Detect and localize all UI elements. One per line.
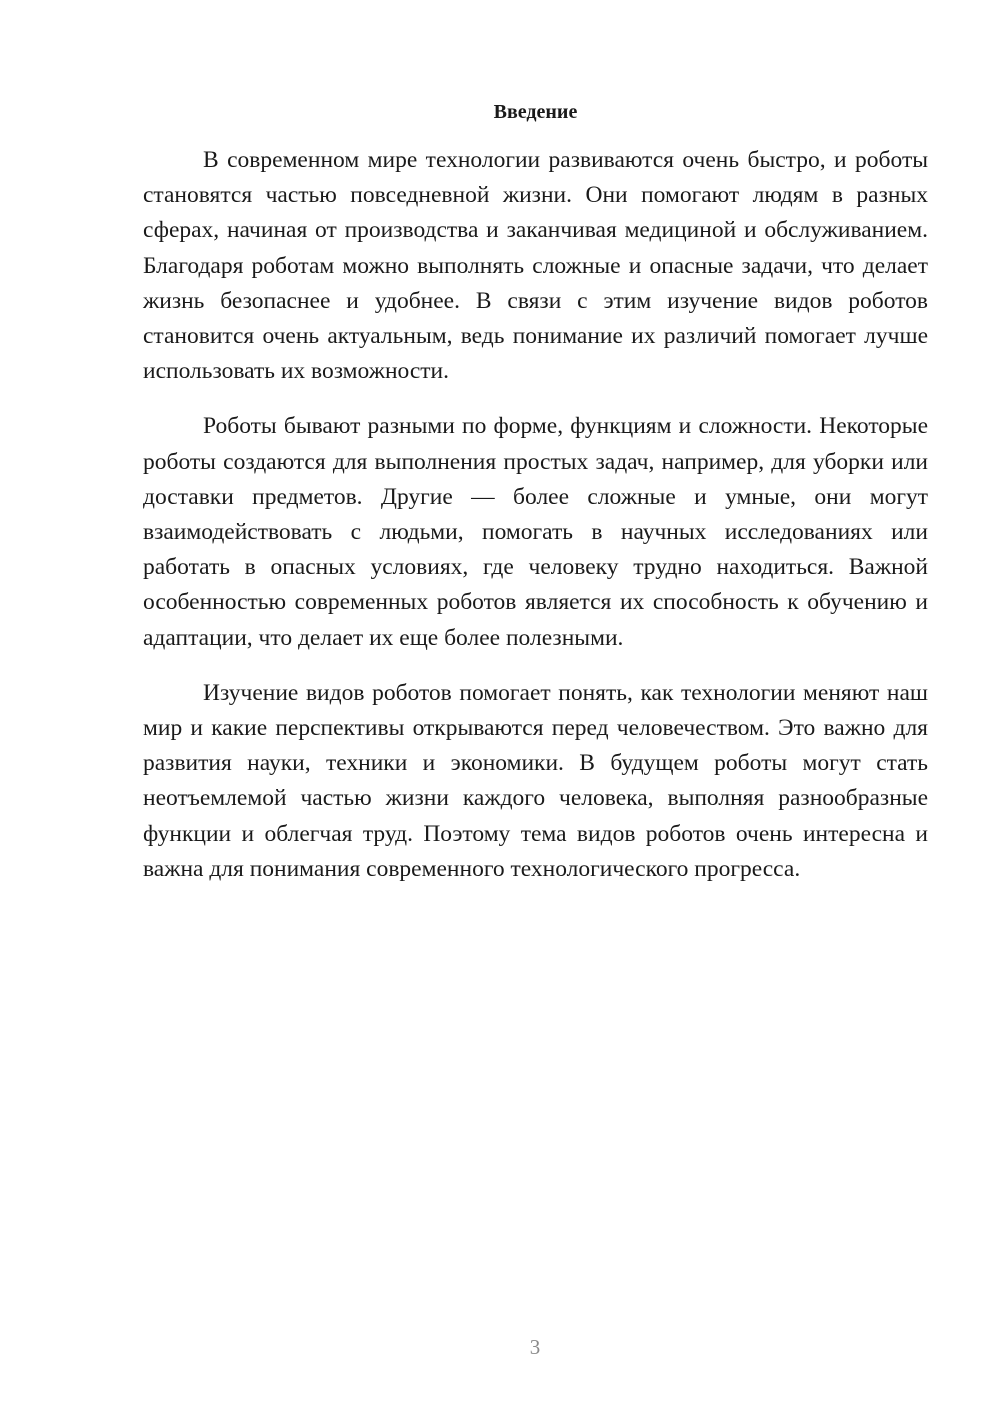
page-content xyxy=(143,95,928,907)
paragraph-1: В современном мире технологии развиваются очень быстро, и роботы становятся частью повседневной жизни. Они помогают людям в разных сферах, начиная от производства и заканчивая медициной и обслуживанием. Благодаря роботам можно выполнять сложные и опасные задачи, что делает жизнь безопаснее и удобнее. В связи с этим изучение видов роботов становится очень актуальным, ведь понимание их различий помогает лучше использовать их возможности. xyxy=(143,147,928,385)
page-number: 3 xyxy=(529,1335,541,1359)
paragraph-2: Роботы бывают разными по форме, функциям и сложности. Некоторые роботы создаются для выполнения простых задач, например, для уборки или доставки предметов. Другие — более сложные и умные, они могут взаимодействовать с людьми, помогать в научных исследованиях или работать в опасных условиях, где человеку трудно находиться. Важной особенностью современных роботов является их способность к обучению и адаптации, что делает их еще более полезными. xyxy=(143,413,928,651)
paragraph-3: Изучение видов роботов помогает понять, как технологии меняют наш мир и какие перспективы открываются перед человечеством. Это важно для развития науки, техники и экономики. В будущем роботы могут стать неотъемлемой частью жизни каждого человека, выполняя разнообразные функции и облегчая труд. Поэтому тема видов роботов очень интересна и важна для понимания современного технологического прогресса. xyxy=(143,679,928,882)
section-title: Введение xyxy=(493,101,578,123)
